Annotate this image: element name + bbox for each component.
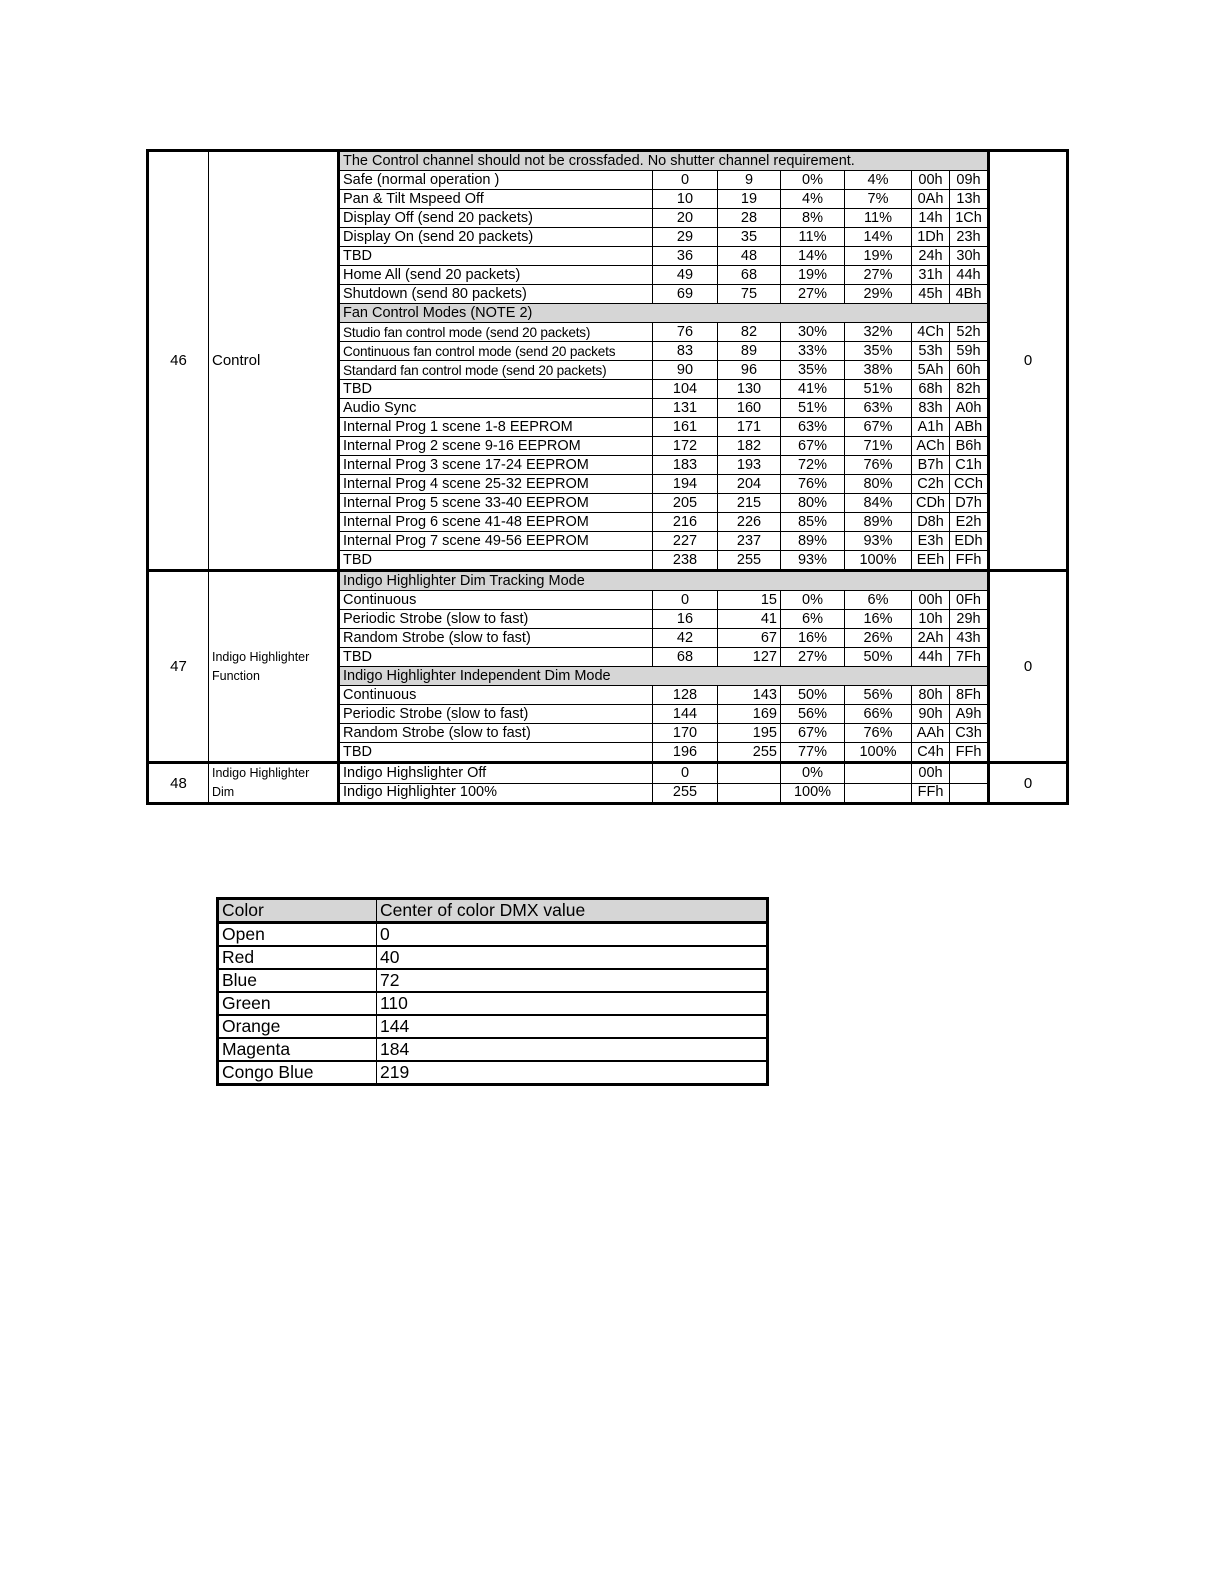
percent-min: 11% — [781, 228, 845, 247]
hex-min: 83h — [912, 399, 950, 418]
hex-max: A9h — [950, 705, 989, 724]
column-header: Center of color DMX value — [377, 899, 768, 923]
dmx-max: 143 — [718, 686, 781, 705]
dmx-value: 0 — [377, 923, 768, 947]
dmx-value: 219 — [377, 1061, 768, 1085]
hex-min: 14h — [912, 209, 950, 228]
section-label: Indigo Highlighter Independent Dim Mode — [339, 667, 989, 686]
dmx-value: 72 — [377, 969, 768, 992]
hex-min: FFh — [912, 783, 950, 804]
function-label: Internal Prog 6 scene 41-48 EEPROM — [339, 513, 653, 532]
default-value: 0 — [989, 763, 1068, 804]
percent-min: 76% — [781, 475, 845, 494]
percent-max: 35% — [845, 342, 912, 361]
hex-max: 8Fh — [950, 686, 989, 705]
color-name: Green — [218, 992, 377, 1015]
function-label: Periodic Strobe (slow to fast) — [339, 705, 653, 724]
hex-min: 0Ah — [912, 190, 950, 209]
function-label: Random Strobe (slow to fast) — [339, 629, 653, 648]
hex-max — [950, 783, 989, 804]
function-label: Periodic Strobe (slow to fast) — [339, 610, 653, 629]
percent-max: 38% — [845, 361, 912, 380]
table-row — [218, 992, 768, 1015]
function-label: Home All (send 20 packets) — [339, 266, 653, 285]
hex-max — [950, 763, 989, 784]
percent-min: 30% — [781, 323, 845, 342]
hex-max: 0Fh — [950, 591, 989, 610]
percent-max: 89% — [845, 513, 912, 532]
dmx-min: 205 — [653, 494, 718, 513]
dmx-min: 90 — [653, 361, 718, 380]
hex-max: 13h — [950, 190, 989, 209]
function-label: TBD — [339, 247, 653, 266]
color-name: Blue — [218, 969, 377, 992]
function-label: Pan & Tilt Mspeed Off — [339, 190, 653, 209]
hex-min: 80h — [912, 686, 950, 705]
hex-min: AAh — [912, 724, 950, 743]
section-label: Indigo Highlighter Dim Tracking Mode — [339, 571, 989, 591]
percent-max: 76% — [845, 724, 912, 743]
dmx-min: 196 — [653, 743, 718, 763]
hex-min: E3h — [912, 532, 950, 551]
hex-min: A1h — [912, 418, 950, 437]
percent-min: 0% — [781, 591, 845, 610]
percent-max: 66% — [845, 705, 912, 724]
dmx-min: 128 — [653, 686, 718, 705]
table-row — [218, 1015, 768, 1038]
function-label: Internal Prog 1 scene 1-8 EEPROM — [339, 418, 653, 437]
percent-min: 27% — [781, 285, 845, 304]
function-label: Studio fan control mode (send 20 packets) — [339, 323, 653, 342]
function-label: TBD — [339, 551, 653, 571]
percent-min: 16% — [781, 629, 845, 648]
hex-min: C2h — [912, 475, 950, 494]
hex-max: 44h — [950, 266, 989, 285]
percent-max: 100% — [845, 743, 912, 763]
dmx-min: 170 — [653, 724, 718, 743]
dmx-min: 0 — [653, 171, 718, 190]
table-row — [218, 969, 768, 992]
dmx-min: 16 — [653, 610, 718, 629]
dmx-max: 255 — [718, 551, 781, 571]
percent-max: 76% — [845, 456, 912, 475]
dmx-max: 35 — [718, 228, 781, 247]
dmx-max: 75 — [718, 285, 781, 304]
color-name: Open — [218, 923, 377, 947]
hex-min: 44h — [912, 648, 950, 667]
percent-max: 67% — [845, 418, 912, 437]
percent-min: 0% — [781, 763, 845, 784]
dmx-min: 255 — [653, 783, 718, 804]
hex-max: C3h — [950, 724, 989, 743]
function-label: Internal Prog 3 scene 17-24 EEPROM — [339, 456, 653, 475]
dmx-max — [718, 783, 781, 804]
hex-min: ACh — [912, 437, 950, 456]
dmx-max: 19 — [718, 190, 781, 209]
hex-max: CCh — [950, 475, 989, 494]
dmx-max — [718, 763, 781, 784]
percent-min: 80% — [781, 494, 845, 513]
function-label: TBD — [339, 380, 653, 399]
function-label: Indigo Highslighter Off — [339, 763, 653, 784]
hex-max: E2h — [950, 513, 989, 532]
dmx-min: 29 — [653, 228, 718, 247]
dmx-max: 171 — [718, 418, 781, 437]
dmx-min: 104 — [653, 380, 718, 399]
color-name: Magenta — [218, 1038, 377, 1061]
hex-min: 53h — [912, 342, 950, 361]
dmx-max: 28 — [718, 209, 781, 228]
dmx-max: 237 — [718, 532, 781, 551]
percent-min: 6% — [781, 610, 845, 629]
section-row — [148, 151, 1068, 171]
table-row — [218, 946, 768, 969]
dmx-value: 184 — [377, 1038, 768, 1061]
hex-min: C4h — [912, 743, 950, 763]
hex-max: EDh — [950, 532, 989, 551]
hex-max: D7h — [950, 494, 989, 513]
percent-min: 63% — [781, 418, 845, 437]
channel-function: Control — [209, 151, 339, 571]
percent-min: 67% — [781, 437, 845, 456]
percent-max: 27% — [845, 266, 912, 285]
dmx-max: 41 — [718, 610, 781, 629]
dmx-min: 0 — [653, 763, 718, 784]
percent-max: 80% — [845, 475, 912, 494]
percent-min: 85% — [781, 513, 845, 532]
percent-min: 72% — [781, 456, 845, 475]
dmx-max: 195 — [718, 724, 781, 743]
dmx-min: 0 — [653, 591, 718, 610]
percent-min: 0% — [781, 171, 845, 190]
function-label: Continuous — [339, 686, 653, 705]
percent-max: 100% — [845, 551, 912, 571]
dmx-min: 36 — [653, 247, 718, 266]
dmx-min: 131 — [653, 399, 718, 418]
hex-max: 23h — [950, 228, 989, 247]
hex-max: A0h — [950, 399, 989, 418]
function-label: Internal Prog 7 scene 49-56 EEPROM — [339, 532, 653, 551]
percent-min: 4% — [781, 190, 845, 209]
function-label: TBD — [339, 743, 653, 763]
percent-max: 84% — [845, 494, 912, 513]
table-row — [218, 1061, 768, 1085]
hex-min: 24h — [912, 247, 950, 266]
hex-max: 82h — [950, 380, 989, 399]
hex-min: 2Ah — [912, 629, 950, 648]
percent-min: 41% — [781, 380, 845, 399]
percent-max: 14% — [845, 228, 912, 247]
dmx-min: 76 — [653, 323, 718, 342]
percent-max: 4% — [845, 171, 912, 190]
percent-min: 19% — [781, 266, 845, 285]
percent-max: 6% — [845, 591, 912, 610]
column-header: Color — [218, 899, 377, 923]
dmx-max: 127 — [718, 648, 781, 667]
function-label: Indigo Highlighter 100% — [339, 783, 653, 804]
hex-max: ABh — [950, 418, 989, 437]
default-value: 0 — [989, 151, 1068, 571]
channel-number: 46 — [148, 151, 209, 571]
channel-number: 47 — [148, 571, 209, 763]
function-label: TBD — [339, 648, 653, 667]
function-label: Internal Prog 5 scene 33-40 EEPROM — [339, 494, 653, 513]
hex-min: 00h — [912, 591, 950, 610]
percent-min: 27% — [781, 648, 845, 667]
dmx-max: 169 — [718, 705, 781, 724]
dmx-max: 82 — [718, 323, 781, 342]
dmx-min: 20 — [653, 209, 718, 228]
function-label: Safe (normal operation ) — [339, 171, 653, 190]
hex-min: 00h — [912, 763, 950, 784]
dmx-max: 182 — [718, 437, 781, 456]
dmx-max: 130 — [718, 380, 781, 399]
dmx-min: 83 — [653, 342, 718, 361]
percent-min: 33% — [781, 342, 845, 361]
percent-min: 100% — [781, 783, 845, 804]
percent-max: 63% — [845, 399, 912, 418]
dmx-max: 48 — [718, 247, 781, 266]
hex-max: 7Fh — [950, 648, 989, 667]
default-value: 0 — [989, 571, 1068, 763]
hex-max: 4Bh — [950, 285, 989, 304]
function-label: Random Strobe (slow to fast) — [339, 724, 653, 743]
hex-min: 90h — [912, 705, 950, 724]
hex-max: FFh — [950, 551, 989, 571]
percent-max — [845, 783, 912, 804]
percent-max: 16% — [845, 610, 912, 629]
percent-max: 71% — [845, 437, 912, 456]
dmx-min: 183 — [653, 456, 718, 475]
function-label: Internal Prog 4 scene 25-32 EEPROM — [339, 475, 653, 494]
function-label: Display Off (send 20 packets) — [339, 209, 653, 228]
dmx-max: 96 — [718, 361, 781, 380]
hex-max: 1Ch — [950, 209, 989, 228]
hex-min: CDh — [912, 494, 950, 513]
percent-min: 89% — [781, 532, 845, 551]
hex-min: B7h — [912, 456, 950, 475]
percent-min: 56% — [781, 705, 845, 724]
hex-max: 52h — [950, 323, 989, 342]
dmx-max: 226 — [718, 513, 781, 532]
percent-max: 26% — [845, 629, 912, 648]
section-row — [148, 571, 1068, 591]
percent-max — [845, 763, 912, 784]
dmx-min: 42 — [653, 629, 718, 648]
dmx-min: 49 — [653, 266, 718, 285]
percent-min: 8% — [781, 209, 845, 228]
hex-max: 09h — [950, 171, 989, 190]
color-name: Red — [218, 946, 377, 969]
percent-max: 50% — [845, 648, 912, 667]
percent-max: 93% — [845, 532, 912, 551]
hex-min: 68h — [912, 380, 950, 399]
percent-max: 11% — [845, 209, 912, 228]
function-label: Display On (send 20 packets) — [339, 228, 653, 247]
function-label: Continuous — [339, 591, 653, 610]
table-row — [148, 763, 1068, 784]
dmx-max: 89 — [718, 342, 781, 361]
percent-max: 32% — [845, 323, 912, 342]
hex-min: 4Ch — [912, 323, 950, 342]
table-row — [218, 923, 768, 947]
color-name: Orange — [218, 1015, 377, 1038]
percent-min: 77% — [781, 743, 845, 763]
hex-max: B6h — [950, 437, 989, 456]
percent-max: 19% — [845, 247, 912, 266]
hex-max: FFh — [950, 743, 989, 763]
percent-max: 56% — [845, 686, 912, 705]
hex-min: D8h — [912, 513, 950, 532]
dmx-min: 10 — [653, 190, 718, 209]
percent-min: 51% — [781, 399, 845, 418]
hex-min: EEh — [912, 551, 950, 571]
dmx-channel-table — [146, 149, 1069, 805]
hex-min: 1Dh — [912, 228, 950, 247]
dmx-max: 67 — [718, 629, 781, 648]
dmx-max: 204 — [718, 475, 781, 494]
percent-min: 35% — [781, 361, 845, 380]
dmx-max: 9 — [718, 171, 781, 190]
dmx-min: 216 — [653, 513, 718, 532]
dmx-max: 215 — [718, 494, 781, 513]
color-dmx-table — [216, 897, 769, 1086]
function-label: Audio Sync — [339, 399, 653, 418]
hex-min: 10h — [912, 610, 950, 629]
hex-max: 59h — [950, 342, 989, 361]
dmx-min: 194 — [653, 475, 718, 494]
dmx-value: 40 — [377, 946, 768, 969]
hex-max: 60h — [950, 361, 989, 380]
dmx-min: 238 — [653, 551, 718, 571]
percent-max: 29% — [845, 285, 912, 304]
percent-min: 93% — [781, 551, 845, 571]
function-label: Standard fan control mode (send 20 packets) — [339, 361, 653, 380]
hex-max: 43h — [950, 629, 989, 648]
dmx-value: 144 — [377, 1015, 768, 1038]
header-row — [218, 899, 768, 923]
hex-max: 30h — [950, 247, 989, 266]
percent-min: 14% — [781, 247, 845, 266]
section-label: The Control channel should not be crossfaded. No shutter channel requirement. — [339, 151, 989, 171]
dmx-max: 160 — [718, 399, 781, 418]
percent-max: 7% — [845, 190, 912, 209]
dmx-min: 227 — [653, 532, 718, 551]
dmx-max: 68 — [718, 266, 781, 285]
hex-max: 29h — [950, 610, 989, 629]
channel-function: Indigo Highlighter Function — [209, 571, 339, 763]
hex-min: 31h — [912, 266, 950, 285]
section-label: Fan Control Modes (NOTE 2) — [339, 304, 989, 323]
hex-min: 5Ah — [912, 361, 950, 380]
dmx-value: 110 — [377, 992, 768, 1015]
percent-max: 51% — [845, 380, 912, 399]
dmx-min: 172 — [653, 437, 718, 456]
color-name: Congo Blue — [218, 1061, 377, 1085]
dmx-min: 161 — [653, 418, 718, 437]
dmx-min: 69 — [653, 285, 718, 304]
channel-number: 48 — [148, 763, 209, 804]
percent-min: 67% — [781, 724, 845, 743]
dmx-min: 144 — [653, 705, 718, 724]
dmx-max: 193 — [718, 456, 781, 475]
hex-max: C1h — [950, 456, 989, 475]
hex-min: 00h — [912, 171, 950, 190]
hex-min: 45h — [912, 285, 950, 304]
function-label: Shutdown (send 80 packets) — [339, 285, 653, 304]
function-label: Internal Prog 2 scene 9-16 EEPROM — [339, 437, 653, 456]
table-row — [218, 1038, 768, 1061]
percent-min: 50% — [781, 686, 845, 705]
dmx-max: 15 — [718, 591, 781, 610]
function-label: Continuous fan control mode (send 20 packets — [339, 342, 653, 361]
channel-function: Indigo Highlighter Dim — [209, 763, 339, 804]
dmx-min: 68 — [653, 648, 718, 667]
dmx-max: 255 — [718, 743, 781, 763]
